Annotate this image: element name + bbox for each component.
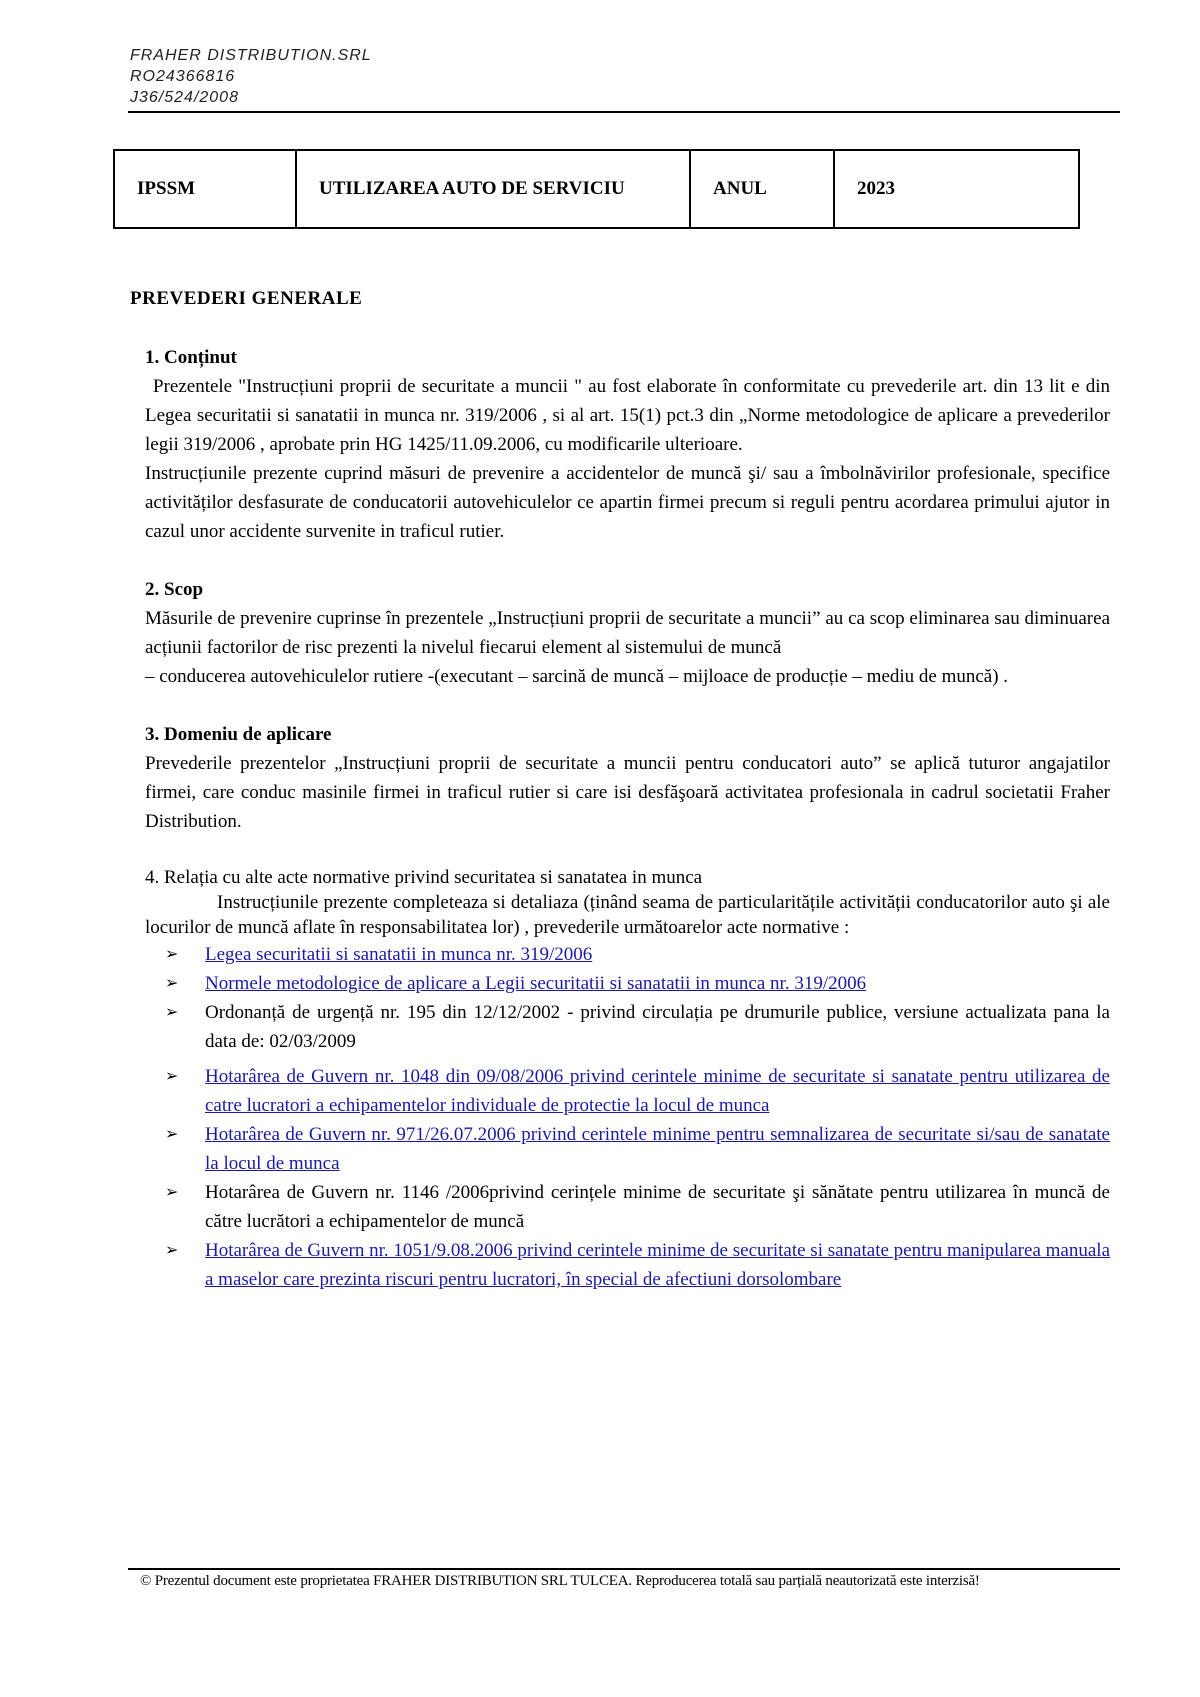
normative-acts-list bbox=[145, 940, 1110, 1294]
company-name: FRAHER DISTRIBUTION.SRL bbox=[130, 47, 372, 64]
title-cell-subject: UTILIZAREA AUTO DE SERVICIU bbox=[296, 150, 690, 228]
section-1-title: 1. Conținut bbox=[145, 347, 237, 368]
arrow-bullet-icon: ➢ bbox=[165, 1004, 179, 1021]
hg-971-link[interactable]: Hotarârea de Guvern nr. 971/26.07.2006 privind cerintele minime pentru semnalizarea de securitate si/sau de sanatate la locul de munca bbox=[205, 1124, 1110, 1174]
arrow-bullet-icon: ➢ bbox=[165, 975, 179, 992]
title-cell-year-label: ANUL bbox=[690, 150, 834, 228]
section-3-paragraph-1: Prevederile prezentelor „Instrucțiuni proprii de securitate a muncii pentru conducatori auto” se aplică tuturor angajatilor firmei, care conduc masinile firmei in traficul rutier si care isi desfăşoară activitatea profesionala in cadrul societatii Fraher Distribution. bbox=[145, 753, 1110, 832]
list-item bbox=[145, 940, 1110, 969]
copyright-footer: © Prezentul document este proprietatea FRAHER DISTRIBUTION SRL TULCEA. Reproducerea totală sau parțială neautorizată este interzisă! bbox=[140, 1573, 980, 1589]
arrow-bullet-icon: ➢ bbox=[165, 1242, 179, 1259]
list-item bbox=[145, 1062, 1110, 1120]
section-4-intro: Instrucțiunile prezente completeaza si detaliaza (ținând seama de particularitățile activității conducatorilor auto şi ale locurilor de muncă aflate în responsabilitatea lor) , prevederile următoarelor acte normative : bbox=[145, 892, 1110, 938]
document-body bbox=[145, 343, 1110, 1294]
list-item bbox=[145, 1236, 1110, 1294]
law-link-319[interactable]: Legea securitatii si sanatatii in munca nr. 319/2006 bbox=[205, 944, 593, 965]
document-title-table bbox=[113, 149, 1080, 229]
title-cell-code: IPSSM bbox=[114, 150, 296, 228]
list-item bbox=[145, 969, 1110, 998]
company-header bbox=[130, 45, 1120, 108]
section-2-title: 2. Scop bbox=[145, 579, 204, 600]
company-registration: J36/524/2008 bbox=[130, 89, 239, 106]
section-4-title: 4. Relația cu alte acte normative privind securitatea si sanatatea in munca bbox=[145, 867, 703, 888]
section-3-title: 3. Domeniu de aplicare bbox=[145, 724, 332, 745]
ordinance-195-text: Ordonanță de urgență nr. 195 din 12/12/2002 - privind circulația pe drumurile publice, versiune actualizata pana la data de: 02/03/2009 bbox=[205, 1002, 1110, 1052]
section-2-paragraph-1: Măsurile de prevenire cuprinse în prezentele „Instrucțiuni proprii de securitate a muncii” au ca scop eliminarea sau diminuarea acțiunii factorilor de risc prezenti la nivelul fiecarui element al sistemului de muncă bbox=[145, 608, 1110, 658]
arrow-bullet-icon: ➢ bbox=[165, 1068, 179, 1085]
company-cui: RO24366816 bbox=[130, 68, 236, 85]
hg-1146-text: Hotarârea de Guvern nr. 1146 /2006privind cerințele minime de securitate şi sănătate pentru utilizarea în muncă de către lucrători a echipamentelor de muncă bbox=[205, 1182, 1110, 1232]
hg-1051-link[interactable]: Hotarârea de Guvern nr. 1051/9.08.2006 privind cerintele minime de securitate si sanatate pentru manipularea manuala a maselor care prezinta riscuri pentru lucratori, în special de afectiuni dorsolombare bbox=[205, 1240, 1110, 1290]
list-item bbox=[145, 1178, 1110, 1236]
arrow-bullet-icon: ➢ bbox=[165, 1126, 179, 1143]
footer-divider bbox=[128, 1568, 1120, 1570]
list-item bbox=[145, 1120, 1110, 1178]
section-2-paragraph-2: – conducerea autovehiculelor rutiere -(executant – sarcină de muncă – mijloace de producție – mediu de muncă) . bbox=[145, 666, 1009, 687]
section-1-paragraph-2: Instrucțiunile prezente cuprind măsuri de prevenire a accidentelor de muncă şi/ sau a îmbolnăvirilor profesionale, specifice activităților desfasurate de conducatorii autovehiculelor ce apartin firmei precum si reguli pentru acordarea primului ajutor in cazul unor accidente survenite in traficul rutier. bbox=[145, 463, 1110, 542]
section-1-paragraph-1: Prezentele "Instrucțiuni proprii de securitate a muncii " au fost elaborate în conformitate cu prevederile art. din 13 lit e din Legea securitatii si sanatatii in munca nr. 319/2006 , si al art. 15(1) pct.3 din „Norme metodologice de aplicare a prevederilor legii 319/2006 , aprobate prin HG 1425/11.09.2006, cu modificarile ulterioare. bbox=[145, 376, 1110, 455]
list-item bbox=[145, 998, 1110, 1056]
title-cell-year: 2023 bbox=[834, 150, 1079, 228]
norms-link-319[interactable]: Normele metodologice de aplicare a Legii securitatii si sanatatii in munca nr. 319/2006 bbox=[205, 973, 867, 994]
arrow-bullet-icon: ➢ bbox=[165, 946, 179, 963]
header-divider bbox=[128, 111, 1120, 113]
hg-1048-link[interactable]: Hotarârea de Guvern nr. 1048 din 09/08/2006 privind cerintele minime de securitate si sanatate pentru utilizarea de catre lucratori a echipamentelor individuale de protectie la locul de munca bbox=[205, 1066, 1110, 1116]
arrow-bullet-icon: ➢ bbox=[165, 1184, 179, 1201]
main-heading: PREVEDERI GENERALE bbox=[130, 288, 363, 309]
